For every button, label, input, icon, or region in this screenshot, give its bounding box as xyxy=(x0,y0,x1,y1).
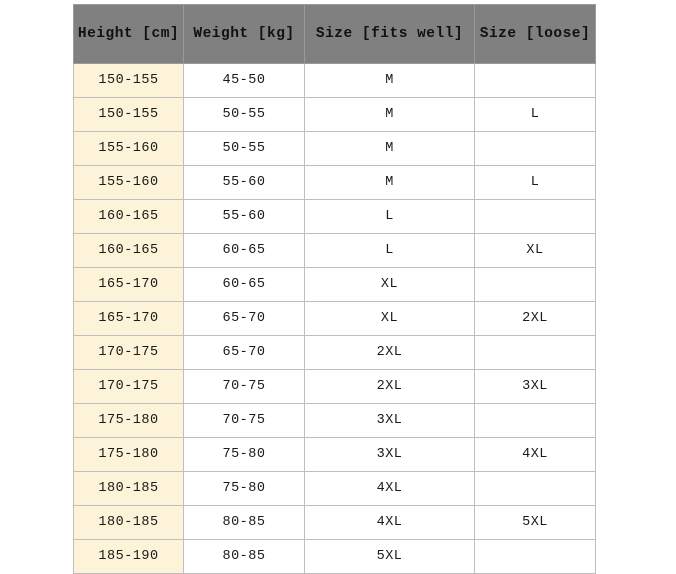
size-chart-table xyxy=(73,4,596,574)
cell-weight: 65-70 xyxy=(184,302,305,336)
cell-size-fits-well: 3XL xyxy=(305,404,475,438)
cell-size-fits-well: 5XL xyxy=(305,540,475,574)
cell-height: 150-155 xyxy=(74,98,184,132)
cell-weight: 75-80 xyxy=(184,438,305,472)
cell-weight: 55-60 xyxy=(184,200,305,234)
cell-height: 165-170 xyxy=(74,268,184,302)
table-body xyxy=(74,64,596,574)
table-row xyxy=(74,370,596,404)
cell-size-fits-well: M xyxy=(305,98,475,132)
cell-height: 180-185 xyxy=(74,506,184,540)
cell-size-fits-well: 2XL xyxy=(305,336,475,370)
cell-size-fits-well: L xyxy=(305,234,475,268)
cell-size-loose: L xyxy=(475,166,596,200)
cell-size-fits-well: 4XL xyxy=(305,506,475,540)
cell-height: 155-160 xyxy=(74,166,184,200)
cell-size-loose: 4XL xyxy=(475,438,596,472)
cell-weight: 75-80 xyxy=(184,472,305,506)
table-row xyxy=(74,234,596,268)
table-row xyxy=(74,166,596,200)
cell-size-fits-well: 4XL xyxy=(305,472,475,506)
cell-weight: 50-55 xyxy=(184,132,305,166)
cell-size-fits-well: M xyxy=(305,132,475,166)
cell-size-loose xyxy=(475,472,596,506)
cell-height: 150-155 xyxy=(74,64,184,98)
cell-weight: 80-85 xyxy=(184,506,305,540)
column-header-size-loose: Size [loose] xyxy=(475,5,596,64)
cell-weight: 60-65 xyxy=(184,234,305,268)
cell-weight: 80-85 xyxy=(184,540,305,574)
cell-height: 175-180 xyxy=(74,404,184,438)
table-row xyxy=(74,200,596,234)
cell-size-loose xyxy=(475,540,596,574)
cell-height: 185-190 xyxy=(74,540,184,574)
cell-height: 170-175 xyxy=(74,336,184,370)
cell-size-loose xyxy=(475,268,596,302)
cell-weight: 50-55 xyxy=(184,98,305,132)
cell-height: 155-160 xyxy=(74,132,184,166)
table-header xyxy=(74,5,596,64)
cell-size-loose xyxy=(475,64,596,98)
column-header-size-fits-well: Size [fits well] xyxy=(305,5,475,64)
table-row xyxy=(74,438,596,472)
cell-height: 160-165 xyxy=(74,234,184,268)
cell-size-fits-well: XL xyxy=(305,268,475,302)
cell-weight: 60-65 xyxy=(184,268,305,302)
table-row xyxy=(74,472,596,506)
cell-size-fits-well: M xyxy=(305,64,475,98)
table-row xyxy=(74,132,596,166)
table-header-row xyxy=(74,5,596,64)
cell-size-loose: 2XL xyxy=(475,302,596,336)
cell-size-loose xyxy=(475,336,596,370)
cell-size-fits-well: XL xyxy=(305,302,475,336)
cell-weight: 55-60 xyxy=(184,166,305,200)
cell-size-fits-well: M xyxy=(305,166,475,200)
cell-size-loose: 5XL xyxy=(475,506,596,540)
cell-weight: 70-75 xyxy=(184,370,305,404)
cell-size-loose: L xyxy=(475,98,596,132)
table-row xyxy=(74,506,596,540)
cell-size-loose: 3XL xyxy=(475,370,596,404)
cell-weight: 45-50 xyxy=(184,64,305,98)
column-header-height: Height [cm] xyxy=(74,5,184,64)
cell-size-loose xyxy=(475,404,596,438)
table-row xyxy=(74,98,596,132)
table-row xyxy=(74,404,596,438)
cell-size-fits-well: 2XL xyxy=(305,370,475,404)
cell-height: 165-170 xyxy=(74,302,184,336)
table-row xyxy=(74,540,596,574)
column-header-weight: Weight [kg] xyxy=(184,5,305,64)
cell-height: 175-180 xyxy=(74,438,184,472)
cell-size-fits-well: 3XL xyxy=(305,438,475,472)
table-row xyxy=(74,302,596,336)
cell-size-fits-well: L xyxy=(305,200,475,234)
table-row xyxy=(74,64,596,98)
cell-size-loose xyxy=(475,132,596,166)
cell-size-loose xyxy=(475,200,596,234)
cell-weight: 70-75 xyxy=(184,404,305,438)
table-row xyxy=(74,336,596,370)
cell-height: 160-165 xyxy=(74,200,184,234)
table-row xyxy=(74,268,596,302)
cell-size-loose: XL xyxy=(475,234,596,268)
cell-weight: 65-70 xyxy=(184,336,305,370)
cell-height: 180-185 xyxy=(74,472,184,506)
cell-height: 170-175 xyxy=(74,370,184,404)
